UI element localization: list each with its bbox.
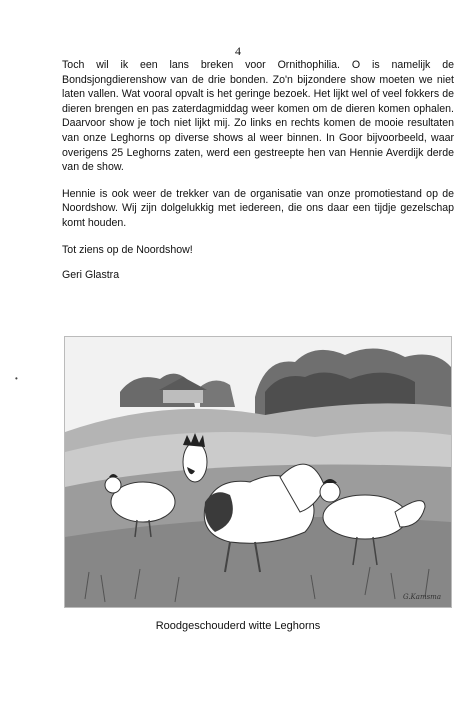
closing-line: Tot ziens op de Noordshow! — [62, 243, 193, 256]
margin-mark: • — [15, 374, 18, 383]
artist-signature: G.Kamsma — [402, 593, 441, 601]
paragraph-show: Toch wil ik een lans breken voor Ornithophilia. O is namelijk de Bondsjongdierenshow van de drie bonden. Zo'n bijzondere show moeten we niet laten vallen. Wat vooral opvalt is het geringe bezoek. Het lijkt wel of veel fokkers de dieren brengen en pas zaterdagmiddag weer komen om de dieren komen ophalen. Daarvoor show je toch niet lijkt mij. Zo links en rechts komen de mooie resultaten van onze Leghorns op diverse shows al weer binnen. In Goor bijvoorbeeld, waar overigens 25 Leghorns zaten, werd een gestreepte hen van Hennie Averdijk derde van de show. — [62, 59, 454, 174]
leghorn-illustration — [64, 336, 452, 608]
page-number: 4 — [235, 44, 241, 58]
article-text — [62, 58, 454, 294]
author-signature: Geri Glastra — [62, 269, 120, 282]
paragraph-noordshow: Hennie is ook weer de trekker van de organisatie van onze promotiestand op de Noordshow. Wij zijn dolgelukkig met iedereen, die ons daar een tijdje gezelschap komt houden. — [62, 187, 454, 229]
leghorn-drawing — [65, 337, 451, 607]
illustration-caption: Roodgeschouderd witte Leghorns — [155, 620, 321, 632]
